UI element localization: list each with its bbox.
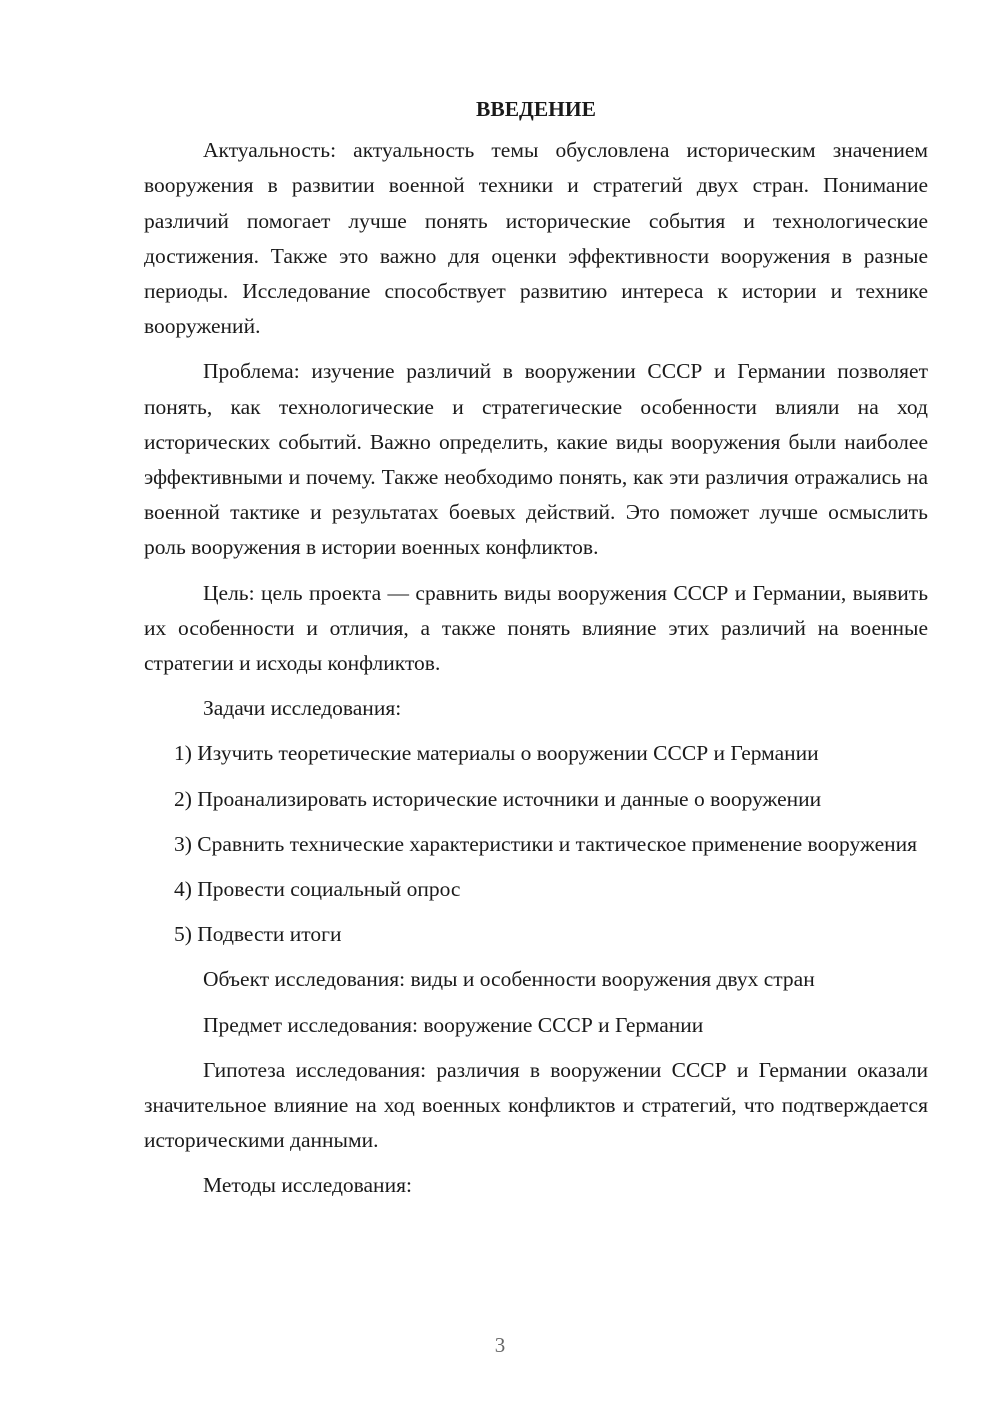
problem-paragraph: Проблема: изучение различий в вооружении СССР и Германии позволяет понять, как технологические и стратегические особенности влияли на ход исторических событий. Важно определить, какие виды вооружения были наиболее эффективными и почему. Также необходимо понять, как эти различия отражались на военной тактике и результатах боевых действий. Это поможет лучше осмыслить роль вооружения в истории военных конфликтов. <box>144 359 928 560</box>
hypothesis-paragraph: Гипотеза исследования: различия в вооружении СССР и Германии оказали значительное влияние на ход военных конфликтов и стратегий, что подтверждается историческими данными. <box>144 1057 928 1153</box>
subject-paragraph: Предмет исследования: вооружение СССР и Германии <box>203 1012 704 1037</box>
methods-heading: Методы исследования: <box>203 1173 412 1198</box>
object-paragraph: Объект исследования: виды и особенности вооружения двух стран <box>203 967 815 992</box>
task-item: 3) Сравнить технические характеристики и тактическое применение вооружения <box>174 831 918 856</box>
goal-paragraph: Цель: цель проекта — сравнить виды вооружения СССР и Германии, выявить их особенности и отличия, а также понять влияние этих различий на военные стратегии и исходы конфликтов. <box>144 580 928 676</box>
task-item: 5) Подвести итоги <box>174 922 342 947</box>
relevance-paragraph: Актуальность: актуальность темы обусловлена историческим значением вооружения в развитии военной техники и стратегий двух стран. Понимание различий помогает лучше понять исторические события и технологические достижения. Также это важно для оценки эффективности вооружения в разные периоды. Исследование способствует развитию интереса к истории и технике вооружений. <box>144 138 928 339</box>
document-page <box>144 92 928 1214</box>
task-item: 1) Изучить теоретические материалы о вооружении СССР и Германии <box>174 741 819 766</box>
page-number: 3 <box>494 1333 506 1357</box>
section-title: ВВЕДЕНИЕ <box>476 97 596 121</box>
tasks-heading: Задачи исследования: <box>203 696 402 721</box>
task-item: 2) Проанализировать исторические источники и данные о вооружении <box>174 786 822 811</box>
task-item: 4) Провести социальный опрос <box>174 877 461 902</box>
